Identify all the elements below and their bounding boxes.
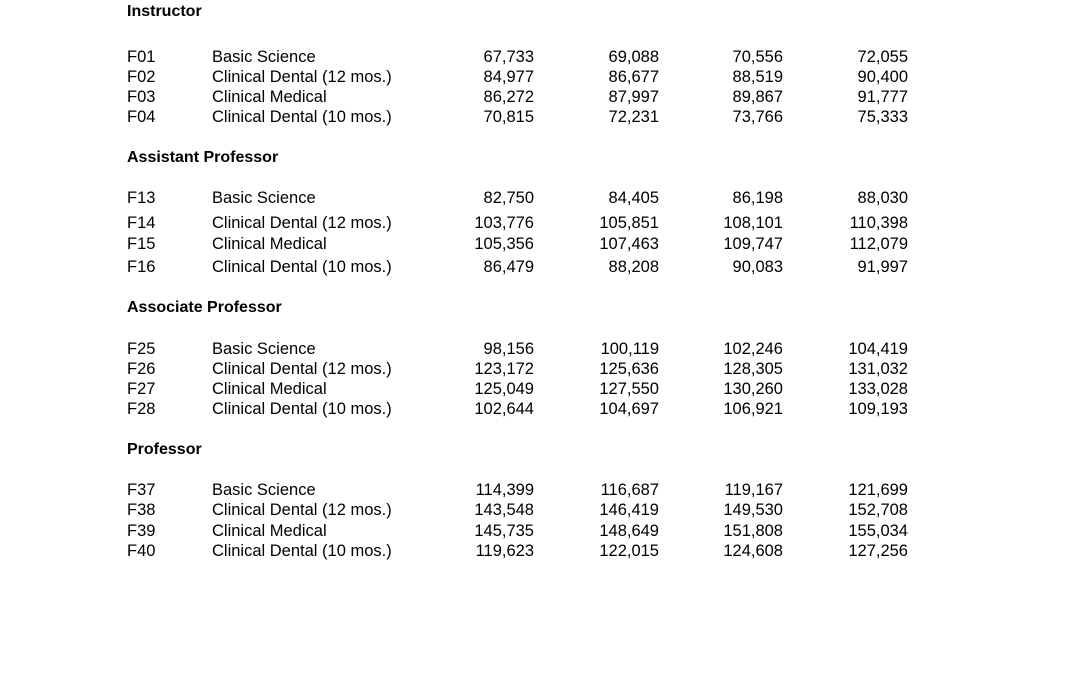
rank-description: Clinical Medical xyxy=(212,380,327,398)
salary-value-3: 90,083 xyxy=(732,258,783,276)
salary-value-3: 86,198 xyxy=(732,189,783,207)
salary-value-1: 84,977 xyxy=(483,68,534,86)
salary-value-4: 121,699 xyxy=(848,481,908,499)
rank-code: F28 xyxy=(127,400,156,418)
table-row xyxy=(0,188,1080,208)
salary-value-2: 122,015 xyxy=(599,542,659,560)
salary-value-3: 88,519 xyxy=(732,68,783,86)
salary-value-1: 123,172 xyxy=(474,360,534,378)
salary-value-1: 67,733 xyxy=(483,48,534,66)
salary-value-3: 73,766 xyxy=(732,108,783,126)
salary-value-3: 119,167 xyxy=(724,481,783,499)
salary-value-3: 108,101 xyxy=(723,214,783,232)
salary-value-4: 72,055 xyxy=(857,48,908,66)
salary-value-2: 69,088 xyxy=(608,48,659,66)
salary-value-3: 106,921 xyxy=(723,400,783,418)
salary-value-3: 109,747 xyxy=(723,235,783,253)
salary-value-2: 125,636 xyxy=(599,360,659,378)
rank-description: Clinical Dental (10 mos.) xyxy=(212,258,392,276)
table-row xyxy=(0,213,1080,233)
salary-value-3: 124,608 xyxy=(723,542,783,560)
rank-code: F14 xyxy=(127,214,156,232)
table-row xyxy=(0,379,1080,399)
salary-value-4: 133,028 xyxy=(848,380,908,398)
salary-value-1: 145,735 xyxy=(474,522,534,540)
salary-value-1: 70,815 xyxy=(483,108,534,126)
salary-value-2: 86,677 xyxy=(608,68,659,86)
rank-code: F39 xyxy=(127,522,156,540)
rank-code: F37 xyxy=(127,481,156,499)
salary-value-2: 148,649 xyxy=(599,522,659,540)
salary-value-1: 105,356 xyxy=(474,235,534,253)
rank-code: F25 xyxy=(127,340,156,358)
rank-code: F01 xyxy=(127,48,156,66)
salary-value-1: 143,548 xyxy=(474,501,534,519)
rank-description: Clinical Dental (12 mos.) xyxy=(212,214,392,232)
table-row xyxy=(0,67,1080,87)
salary-value-3: 151,808 xyxy=(723,522,783,540)
salary-value-3: 89,867 xyxy=(732,88,783,106)
salary-value-1: 102,644 xyxy=(474,400,534,418)
salary-value-4: 104,419 xyxy=(848,340,908,358)
salary-value-4: 75,333 xyxy=(857,108,908,126)
rank-description: Basic Science xyxy=(212,340,316,358)
salary-value-3: 70,556 xyxy=(732,48,783,66)
rank-description: Basic Science xyxy=(212,48,316,66)
table-row xyxy=(0,541,1080,561)
rank-code: F16 xyxy=(127,258,156,276)
table-row xyxy=(0,399,1080,419)
rank-description: Clinical Dental (12 mos.) xyxy=(212,360,392,378)
salary-value-2: 127,550 xyxy=(599,380,659,398)
rank-description: Clinical Medical xyxy=(212,522,327,540)
salary-value-2: 146,419 xyxy=(599,501,659,519)
salary-value-3: 130,260 xyxy=(723,380,783,398)
rank-description: Basic Science xyxy=(212,481,316,499)
rank-code: F38 xyxy=(127,501,156,519)
section-title-professor: Professor xyxy=(127,441,202,458)
table-row xyxy=(0,521,1080,541)
rank-code: F02 xyxy=(127,68,156,86)
salary-value-2: 116,687 xyxy=(600,481,659,499)
salary-value-4: 110,398 xyxy=(849,214,908,232)
salary-value-4: 127,256 xyxy=(848,542,908,560)
salary-value-3: 149,530 xyxy=(723,501,783,519)
rank-code: F15 xyxy=(127,235,156,253)
table-row xyxy=(0,257,1080,277)
salary-value-1: 103,776 xyxy=(474,214,534,232)
salary-value-4: 88,030 xyxy=(857,189,908,207)
rank-description: Clinical Dental (12 mos.) xyxy=(212,501,392,519)
salary-value-2: 105,851 xyxy=(599,214,659,232)
rank-description: Clinical Dental (10 mos.) xyxy=(212,108,392,126)
table-row xyxy=(0,47,1080,67)
salary-value-2: 100,119 xyxy=(600,340,659,358)
table-row xyxy=(0,500,1080,520)
rank-code: F03 xyxy=(127,88,156,106)
salary-value-1: 82,750 xyxy=(483,189,534,207)
salary-value-2: 88,208 xyxy=(608,258,659,276)
salary-value-1: 86,272 xyxy=(483,88,534,106)
salary-value-2: 107,463 xyxy=(599,235,659,253)
rank-description: Clinical Medical xyxy=(212,88,327,106)
salary-value-4: 91,997 xyxy=(857,258,908,276)
table-row xyxy=(0,87,1080,107)
salary-value-4: 109,193 xyxy=(848,400,908,418)
salary-value-3: 128,305 xyxy=(723,360,783,378)
rank-description: Clinical Medical xyxy=(212,235,327,253)
salary-value-4: 91,777 xyxy=(857,88,908,106)
salary-value-4: 152,708 xyxy=(848,501,908,519)
salary-value-1: 119,623 xyxy=(475,542,534,560)
salary-value-2: 104,697 xyxy=(599,400,659,418)
rank-description: Clinical Dental (10 mos.) xyxy=(212,400,392,418)
section-title-instructor: Instructor xyxy=(127,3,202,20)
table-row xyxy=(0,107,1080,127)
table-row xyxy=(0,339,1080,359)
salary-value-1: 114,399 xyxy=(475,481,534,499)
salary-value-4: 90,400 xyxy=(857,68,908,86)
table-row xyxy=(0,234,1080,254)
rank-code: F40 xyxy=(127,542,156,560)
salary-value-4: 155,034 xyxy=(848,522,908,540)
salary-value-2: 84,405 xyxy=(608,189,659,207)
rank-code: F27 xyxy=(127,380,156,398)
rank-description: Clinical Dental (12 mos.) xyxy=(212,68,392,86)
salary-value-1: 125,049 xyxy=(474,380,534,398)
salary-value-2: 87,997 xyxy=(608,88,659,106)
salary-value-3: 102,246 xyxy=(723,340,783,358)
rank-code: F04 xyxy=(127,108,156,126)
salary-value-1: 86,479 xyxy=(483,258,534,276)
rank-description: Basic Science xyxy=(212,189,316,207)
salary-value-4: 131,032 xyxy=(848,360,908,378)
salary-value-2: 72,231 xyxy=(608,108,659,126)
salary-value-1: 98,156 xyxy=(483,340,534,358)
section-title-associate-professor: Associate Professor xyxy=(127,299,282,316)
section-title-assistant-professor: Assistant Professor xyxy=(127,149,279,166)
table-row xyxy=(0,359,1080,379)
rank-code: F26 xyxy=(127,360,156,378)
rank-code: F13 xyxy=(127,189,156,207)
table-row xyxy=(0,480,1080,500)
salary-value-4: 112,079 xyxy=(849,235,908,253)
rank-description: Clinical Dental (10 mos.) xyxy=(212,542,392,560)
